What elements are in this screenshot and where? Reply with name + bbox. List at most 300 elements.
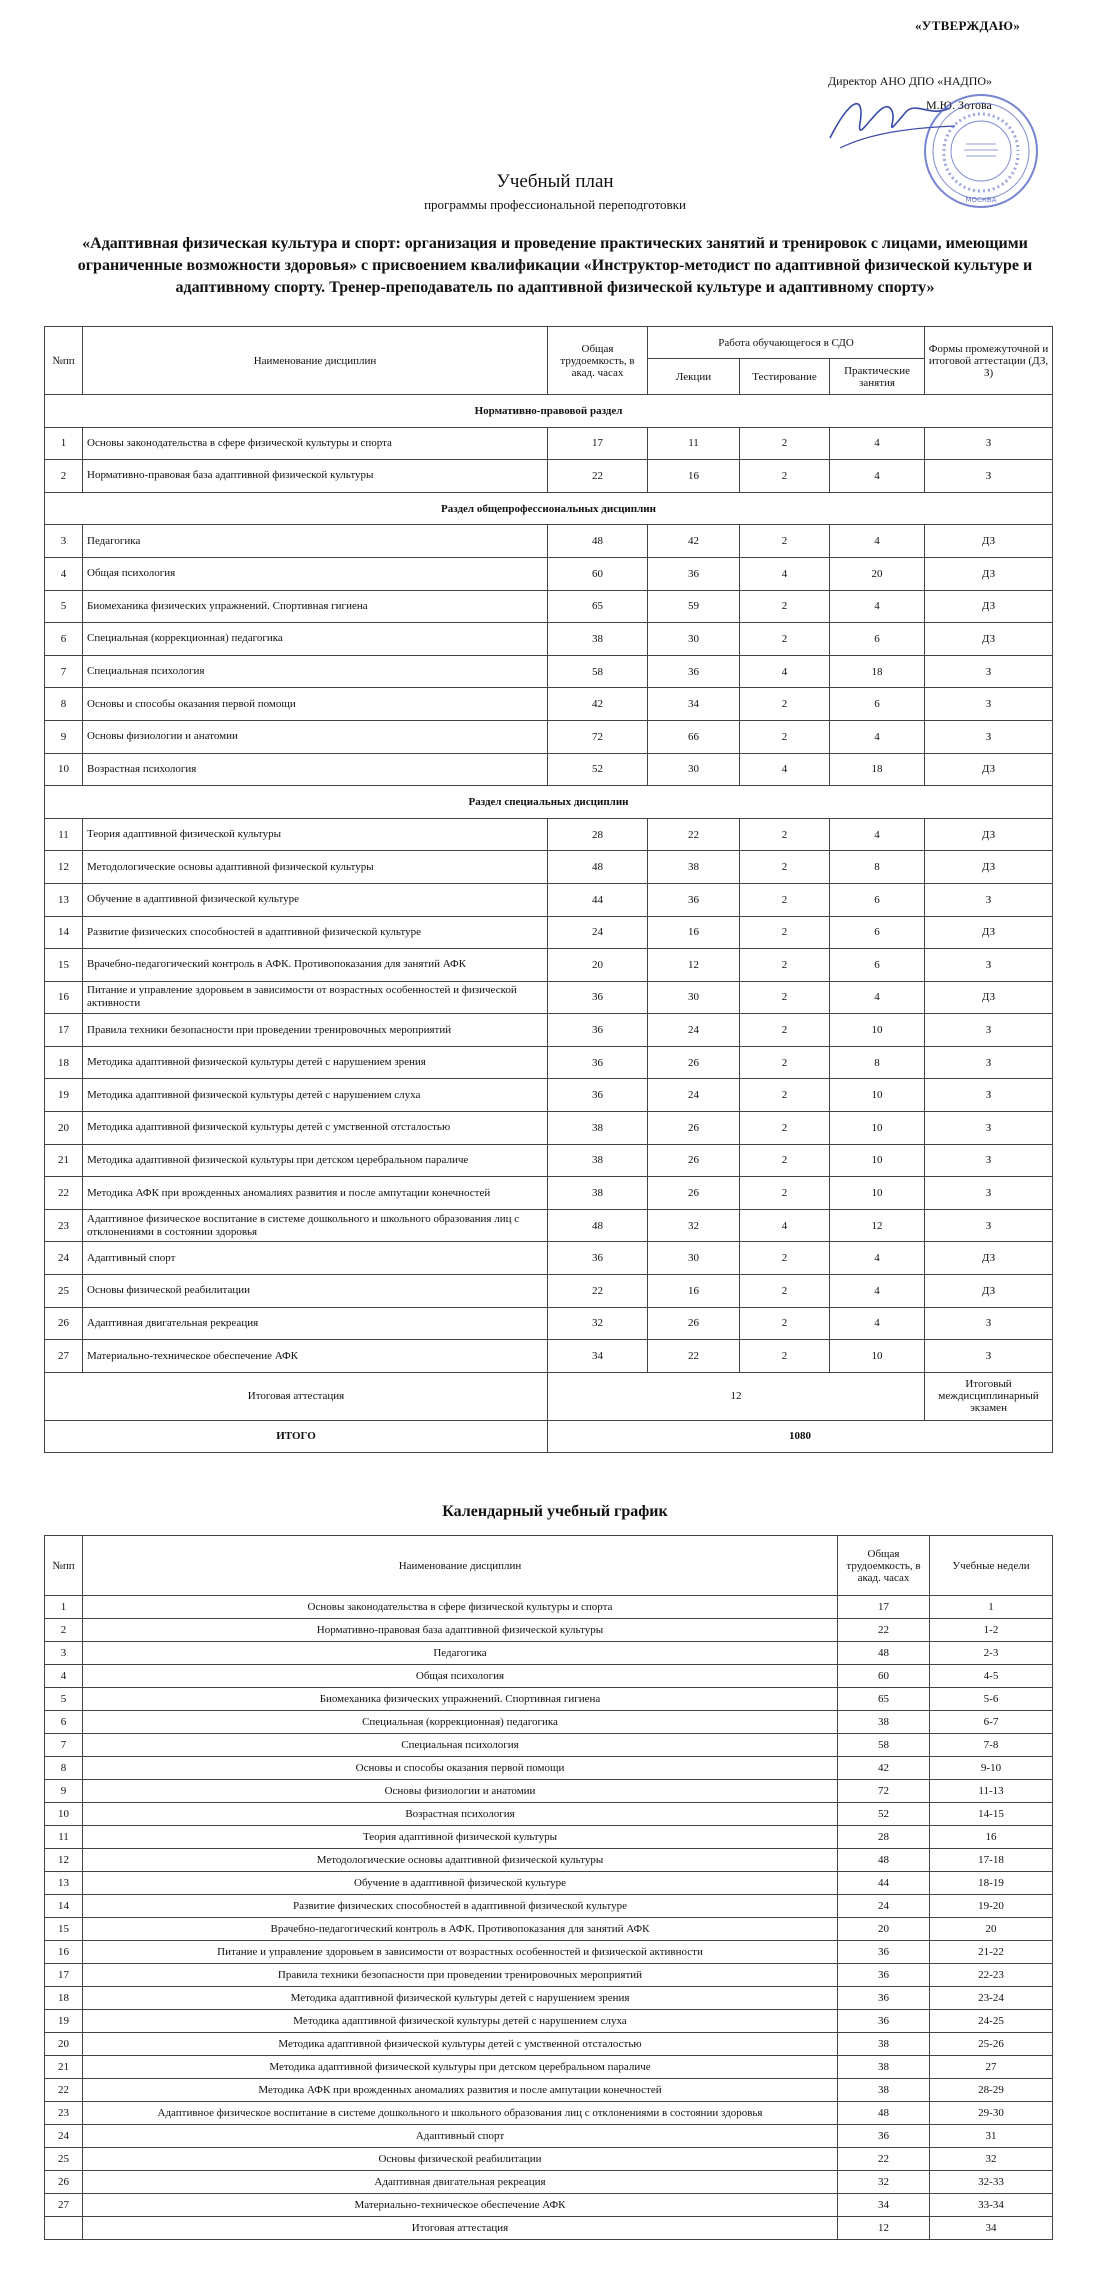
calendar-row bbox=[45, 1734, 1053, 1757]
col-testing: Тестирование bbox=[740, 359, 830, 395]
study-weeks: 14-15 bbox=[930, 1803, 1053, 1826]
discipline-name: Адаптивное физическое воспитание в системе дошкольного и школьного образования лиц с отклонениями в состоянии здоровья bbox=[83, 1209, 548, 1242]
discipline-name: Основы физиологии и анатомии bbox=[83, 1780, 838, 1803]
practice-hours: 4 bbox=[830, 590, 925, 623]
discipline-name: Основы физиологии и анатомии bbox=[83, 720, 548, 753]
calendar-row bbox=[45, 1619, 1053, 1642]
calendar-row bbox=[45, 1849, 1053, 1872]
discipline-name: Питание и управление здоровьем в зависимости от возрастных особенностей и физической активности bbox=[83, 981, 548, 1014]
total-hours: 17 bbox=[838, 1596, 930, 1619]
total-hours: 28 bbox=[548, 818, 648, 851]
row-number: 26 bbox=[45, 1307, 83, 1340]
practice-hours: 4 bbox=[830, 1307, 925, 1340]
testing-hours: 4 bbox=[740, 655, 830, 688]
total-hours: 36 bbox=[548, 981, 648, 1014]
practice-hours: 4 bbox=[830, 427, 925, 460]
attestation-form: ДЗ bbox=[925, 818, 1053, 851]
row-number: 21 bbox=[45, 1144, 83, 1177]
row-number: 2 bbox=[45, 460, 83, 493]
row-number: 5 bbox=[45, 1688, 83, 1711]
table-row bbox=[45, 688, 1053, 721]
discipline-name: Адаптивное физическое воспитание в системе дошкольного и школьного образования лиц с отклонениями в состоянии здоровья bbox=[83, 2102, 838, 2125]
row-number: 7 bbox=[45, 655, 83, 688]
practice-hours: 6 bbox=[830, 916, 925, 949]
table-row bbox=[45, 1144, 1053, 1177]
total-hours: 48 bbox=[838, 1642, 930, 1665]
program-name: «Адаптивная физическая культура и спорт: организация и проведение практических занятий и тренировок с лицами, имеющими ограниченные возможности здоровья» с присвоением квалификации «Инструктор-методист по адаптивной физической культуре и адаптивному спорту. Тренер-преподаватель по адаптивной физической культуре и адаптивному спорту» bbox=[77, 235, 1033, 296]
testing-hours: 2 bbox=[740, 1046, 830, 1079]
cal-col-weeks: Учебные недели bbox=[930, 1536, 1053, 1596]
row-number: 8 bbox=[45, 688, 83, 721]
calendar-row bbox=[45, 2079, 1053, 2102]
total-hours: 36 bbox=[548, 1046, 648, 1079]
testing-hours: 2 bbox=[740, 949, 830, 982]
discipline-name: Адаптивный спорт bbox=[83, 1242, 548, 1275]
study-weeks: 20 bbox=[930, 1918, 1053, 1941]
row-number: 23 bbox=[45, 1209, 83, 1242]
discipline-name: Методика АФК при врожденных аномалиях развития и после ампутации конечностей bbox=[83, 2079, 838, 2102]
row-number: 9 bbox=[45, 1780, 83, 1803]
row-number: 6 bbox=[45, 623, 83, 656]
practice-hours: 8 bbox=[830, 851, 925, 884]
total-hours: 44 bbox=[838, 1872, 930, 1895]
attestation-form: З bbox=[925, 688, 1053, 721]
discipline-name: Биомеханика физических упражнений. Спортивная гигиена bbox=[83, 1688, 838, 1711]
total-hours: 72 bbox=[548, 720, 648, 753]
table-row bbox=[45, 1046, 1053, 1079]
study-weeks: 24-25 bbox=[930, 2010, 1053, 2033]
attestation-form: З bbox=[925, 1177, 1053, 1210]
table-row bbox=[45, 1340, 1053, 1373]
attestation-form: ДЗ bbox=[925, 590, 1053, 623]
row-number: 16 bbox=[45, 981, 83, 1014]
attestation-form: З bbox=[925, 460, 1053, 493]
table-row bbox=[45, 1307, 1053, 1340]
attestation-form: З bbox=[925, 1340, 1053, 1373]
total-hours-value: 1080 bbox=[548, 1420, 1053, 1452]
total-hours: 24 bbox=[548, 916, 648, 949]
practice-hours: 4 bbox=[830, 460, 925, 493]
calendar-row bbox=[45, 2033, 1053, 2056]
section-title: Раздел общепрофессиональных дисциплин bbox=[45, 492, 1053, 525]
total-hours: 32 bbox=[548, 1307, 648, 1340]
discipline-name: Теория адаптивной физической культуры bbox=[83, 818, 548, 851]
study-weeks: 22-23 bbox=[930, 1964, 1053, 1987]
calendar-row bbox=[45, 2056, 1053, 2079]
discipline-name: Методологические основы адаптивной физической культуры bbox=[83, 1849, 838, 1872]
discipline-name: Материально-техническое обеспечение АФК bbox=[83, 1340, 548, 1373]
attestation-form: З bbox=[925, 427, 1053, 460]
total-hours: 48 bbox=[548, 851, 648, 884]
discipline-name: Общая психология bbox=[83, 1665, 838, 1688]
total-hours: 65 bbox=[838, 1688, 930, 1711]
testing-hours: 2 bbox=[740, 460, 830, 493]
testing-hours: 4 bbox=[740, 1209, 830, 1242]
total-hours: 36 bbox=[548, 1242, 648, 1275]
testing-hours: 2 bbox=[740, 720, 830, 753]
attestation-form: ДЗ bbox=[925, 557, 1053, 590]
total-hours: 36 bbox=[838, 1987, 930, 2010]
total-hours: 36 bbox=[838, 2010, 930, 2033]
col-hours: Общая трудоемкость, в акад. часах bbox=[548, 327, 648, 395]
total-row bbox=[45, 1420, 1053, 1452]
row-number: 11 bbox=[45, 1826, 83, 1849]
discipline-name: Специальная психология bbox=[83, 655, 548, 688]
attestation-form: ДЗ bbox=[925, 1242, 1053, 1275]
discipline-name: Методика адаптивной физической культуры детей с нарушением слуха bbox=[83, 1079, 548, 1112]
practice-hours: 10 bbox=[830, 1144, 925, 1177]
lecture-hours: 24 bbox=[648, 1079, 740, 1112]
attestation-form: З bbox=[925, 1046, 1053, 1079]
row-number: 9 bbox=[45, 720, 83, 753]
discipline-name: Итоговая аттестация bbox=[83, 2217, 838, 2240]
lecture-hours: 30 bbox=[648, 1242, 740, 1275]
discipline-name: Методика адаптивной физической культуры детей с умственной отсталостью bbox=[83, 1112, 548, 1145]
row-number: 23 bbox=[45, 2102, 83, 2125]
discipline-name: Методика адаптивной физической культуры при детском церебральном параличе bbox=[83, 1144, 548, 1177]
calendar-row bbox=[45, 2171, 1053, 2194]
table-row bbox=[45, 623, 1053, 656]
discipline-name: Специальная (коррекционная) педагогика bbox=[83, 623, 548, 656]
cal-col-num: №пп bbox=[45, 1536, 83, 1596]
row-number: 14 bbox=[45, 916, 83, 949]
row-number: 3 bbox=[45, 1642, 83, 1665]
row-number: 13 bbox=[45, 883, 83, 916]
testing-hours: 2 bbox=[740, 1307, 830, 1340]
discipline-name: Основы физической реабилитации bbox=[83, 2148, 838, 2171]
lecture-hours: 42 bbox=[648, 525, 740, 558]
discipline-name: Развитие физических способностей в адаптивной физической культуре bbox=[83, 916, 548, 949]
discipline-name: Биомеханика физических упражнений. Спортивная гигиена bbox=[83, 590, 548, 623]
discipline-name: Методика адаптивной физической культуры детей с нарушением зрения bbox=[83, 1046, 548, 1079]
testing-hours: 2 bbox=[740, 1177, 830, 1210]
calendar-row bbox=[45, 1872, 1053, 1895]
discipline-name: Нормативно-правовая база адаптивной физической культуры bbox=[83, 1619, 838, 1642]
row-number: 17 bbox=[45, 1964, 83, 1987]
attestation-form: З bbox=[925, 1014, 1053, 1047]
study-weeks: 29-30 bbox=[930, 2102, 1053, 2125]
discipline-name: Специальная (коррекционная) педагогика bbox=[83, 1711, 838, 1734]
testing-hours: 2 bbox=[740, 916, 830, 949]
discipline-name: Основы законодательства в сфере физической культуры и спорта bbox=[83, 1596, 838, 1619]
attestation-form: ДЗ bbox=[925, 981, 1053, 1014]
attestation-form: З bbox=[925, 655, 1053, 688]
study-weeks: 16 bbox=[930, 1826, 1053, 1849]
total-hours: 58 bbox=[838, 1734, 930, 1757]
study-weeks: 1-2 bbox=[930, 1619, 1053, 1642]
testing-hours: 2 bbox=[740, 851, 830, 884]
total-hours: 60 bbox=[838, 1665, 930, 1688]
discipline-name: Обучение в адаптивной физической культуре bbox=[83, 883, 548, 916]
row-number: 5 bbox=[45, 590, 83, 623]
calendar-row bbox=[45, 1711, 1053, 1734]
practice-hours: 4 bbox=[830, 981, 925, 1014]
testing-hours: 4 bbox=[740, 557, 830, 590]
lecture-hours: 26 bbox=[648, 1177, 740, 1210]
lecture-hours: 26 bbox=[648, 1307, 740, 1340]
discipline-name: Нормативно-правовая база адаптивной физической культуры bbox=[83, 460, 548, 493]
total-hours: 36 bbox=[548, 1014, 648, 1047]
testing-hours: 2 bbox=[740, 1144, 830, 1177]
practice-hours: 12 bbox=[830, 1209, 925, 1242]
lecture-hours: 11 bbox=[648, 427, 740, 460]
discipline-name: Основы законодательства в сфере физической культуры и спорта bbox=[83, 427, 548, 460]
final-attestation-form: Итоговый междисциплинарный экзамен bbox=[925, 1372, 1053, 1420]
calendar-row bbox=[45, 1596, 1053, 1619]
study-weeks: 33-34 bbox=[930, 2194, 1053, 2217]
director-title: Директор АНО ДПО «НАДПО» bbox=[828, 74, 993, 88]
calendar-row bbox=[45, 1803, 1053, 1826]
calendar-row bbox=[45, 2125, 1053, 2148]
total-hours: 58 bbox=[548, 655, 648, 688]
study-weeks: 32 bbox=[930, 2148, 1053, 2171]
testing-hours: 4 bbox=[740, 753, 830, 786]
study-weeks: 31 bbox=[930, 2125, 1053, 2148]
total-hours: 36 bbox=[548, 1079, 648, 1112]
testing-hours: 2 bbox=[740, 818, 830, 851]
study-weeks: 25-26 bbox=[930, 2033, 1053, 2056]
table-row bbox=[45, 1079, 1053, 1112]
total-hours: 28 bbox=[838, 1826, 930, 1849]
total-hours: 52 bbox=[838, 1803, 930, 1826]
total-hours: 42 bbox=[548, 688, 648, 721]
study-weeks: 5-6 bbox=[930, 1688, 1053, 1711]
total-hours: 36 bbox=[838, 1964, 930, 1987]
row-number: 1 bbox=[45, 427, 83, 460]
discipline-name: Адаптивная двигательная рекреация bbox=[83, 2171, 838, 2194]
testing-hours: 2 bbox=[740, 590, 830, 623]
total-hours: 17 bbox=[548, 427, 648, 460]
testing-hours: 2 bbox=[740, 1112, 830, 1145]
total-hours: 48 bbox=[548, 1209, 648, 1242]
total-hours: 38 bbox=[548, 1177, 648, 1210]
testing-hours: 2 bbox=[740, 623, 830, 656]
total-hours: 22 bbox=[838, 1619, 930, 1642]
testing-hours: 2 bbox=[740, 1340, 830, 1373]
discipline-name: Методологические основы адаптивной физической культуры bbox=[83, 851, 548, 884]
attestation-form: ДЗ bbox=[925, 525, 1053, 558]
study-weeks: 11-13 bbox=[930, 1780, 1053, 1803]
study-weeks: 6-7 bbox=[930, 1711, 1053, 1734]
table-row bbox=[45, 851, 1053, 884]
row-number: 3 bbox=[45, 525, 83, 558]
table-row bbox=[45, 655, 1053, 688]
table-row bbox=[45, 1242, 1053, 1275]
total-hours: 52 bbox=[548, 753, 648, 786]
attestation-form: З bbox=[925, 949, 1053, 982]
testing-hours: 2 bbox=[740, 688, 830, 721]
row-number: 12 bbox=[45, 1849, 83, 1872]
testing-hours: 2 bbox=[740, 1242, 830, 1275]
row-number: 10 bbox=[45, 753, 83, 786]
seal-text: МОСКВА bbox=[965, 196, 997, 204]
row-number: 4 bbox=[45, 1665, 83, 1688]
lecture-hours: 59 bbox=[648, 590, 740, 623]
total-hours: 48 bbox=[548, 525, 648, 558]
practice-hours: 18 bbox=[830, 655, 925, 688]
calendar-row bbox=[45, 1757, 1053, 1780]
row-number: 25 bbox=[45, 2148, 83, 2171]
total-hours: 38 bbox=[548, 1144, 648, 1177]
study-weeks: 1 bbox=[930, 1596, 1053, 1619]
practice-hours: 20 bbox=[830, 557, 925, 590]
calendar-row bbox=[45, 1780, 1053, 1803]
discipline-name: Основы и способы оказания первой помощи bbox=[83, 688, 548, 721]
calendar-row bbox=[45, 1665, 1053, 1688]
study-weeks: 23-24 bbox=[930, 1987, 1053, 2010]
total-hours: 12 bbox=[838, 2217, 930, 2240]
row-number: 14 bbox=[45, 1895, 83, 1918]
table-row bbox=[45, 1014, 1053, 1047]
row-number: 17 bbox=[45, 1014, 83, 1047]
discipline-name: Методика АФК при врожденных аномалиях развития и после ампутации конечностей bbox=[83, 1177, 548, 1210]
row-number: 26 bbox=[45, 2171, 83, 2194]
testing-hours: 2 bbox=[740, 1014, 830, 1047]
lecture-hours: 26 bbox=[648, 1112, 740, 1145]
table-row bbox=[45, 720, 1053, 753]
total-hours: 60 bbox=[548, 557, 648, 590]
discipline-name: Специальная психология bbox=[83, 1734, 838, 1757]
attestation-form: З bbox=[925, 1209, 1053, 1242]
row-number bbox=[45, 2217, 83, 2240]
practice-hours: 10 bbox=[830, 1112, 925, 1145]
final-attestation-label: Итоговая аттестация bbox=[45, 1372, 548, 1420]
discipline-name: Материально-техническое обеспечение АФК bbox=[83, 2194, 838, 2217]
practice-hours: 18 bbox=[830, 753, 925, 786]
practice-hours: 4 bbox=[830, 525, 925, 558]
lecture-hours: 22 bbox=[648, 1340, 740, 1373]
testing-hours: 2 bbox=[740, 525, 830, 558]
lecture-hours: 12 bbox=[648, 949, 740, 982]
practice-hours: 6 bbox=[830, 623, 925, 656]
page-subtitle: программы профессиональной переподготовки bbox=[424, 197, 686, 212]
lecture-hours: 26 bbox=[648, 1144, 740, 1177]
study-weeks: 21-22 bbox=[930, 1941, 1053, 1964]
testing-hours: 2 bbox=[740, 1079, 830, 1112]
table-row bbox=[45, 949, 1053, 982]
study-weeks: 2-3 bbox=[930, 1642, 1053, 1665]
discipline-name: Методика адаптивной физической культуры детей с нарушением слуха bbox=[83, 2010, 838, 2033]
col-num: №пп bbox=[45, 327, 83, 395]
col-name: Наименование дисциплин bbox=[83, 327, 548, 395]
attestation-form: З bbox=[925, 720, 1053, 753]
table-row bbox=[45, 460, 1053, 493]
total-hours: 22 bbox=[548, 1275, 648, 1308]
discipline-name: Правила техники безопасности при проведении тренировочных мероприятий bbox=[83, 1964, 838, 1987]
calendar-row bbox=[45, 2194, 1053, 2217]
col-practice: Практические занятия bbox=[830, 359, 925, 395]
discipline-name: Врачебно-педагогический контроль в АФК. Противопоказания для занятий АФК bbox=[83, 949, 548, 982]
director-name: М.Ю. Зотова bbox=[926, 98, 992, 112]
plan-body bbox=[45, 395, 1053, 1453]
attestation-form: ДЗ bbox=[925, 851, 1053, 884]
page-title: Учебный план bbox=[496, 171, 614, 192]
section-row bbox=[45, 786, 1053, 819]
section-title: Раздел специальных дисциплин bbox=[45, 786, 1053, 819]
calendar-row bbox=[45, 2102, 1053, 2125]
row-number: 20 bbox=[45, 1112, 83, 1145]
attestation-form: ДЗ bbox=[925, 916, 1053, 949]
table-row bbox=[45, 753, 1053, 786]
approval-label: «УТВЕРЖДАЮ» bbox=[915, 18, 1021, 33]
practice-hours: 6 bbox=[830, 949, 925, 982]
row-number: 20 bbox=[45, 2033, 83, 2056]
total-hours: 36 bbox=[838, 2125, 930, 2148]
lecture-hours: 38 bbox=[648, 851, 740, 884]
cal-col-hours: Общая трудоемкость, в акад. часах bbox=[838, 1536, 930, 1596]
row-number: 1 bbox=[45, 1596, 83, 1619]
calendar-body bbox=[45, 1596, 1053, 2240]
practice-hours: 10 bbox=[830, 1079, 925, 1112]
row-number: 6 bbox=[45, 1711, 83, 1734]
discipline-name: Педагогика bbox=[83, 525, 548, 558]
table-row bbox=[45, 1275, 1053, 1308]
total-hours: 72 bbox=[838, 1780, 930, 1803]
section-row bbox=[45, 395, 1053, 428]
practice-hours: 10 bbox=[830, 1340, 925, 1373]
lecture-hours: 24 bbox=[648, 1014, 740, 1047]
testing-hours: 2 bbox=[740, 883, 830, 916]
discipline-name: Врачебно-педагогический контроль в АФК. Противопоказания для занятий АФК bbox=[83, 1918, 838, 1941]
study-weeks: 17-18 bbox=[930, 1849, 1053, 1872]
total-hours: 20 bbox=[548, 949, 648, 982]
calendar-title: Календарный учебный график bbox=[442, 1503, 668, 1520]
cal-col-name: Наименование дисциплин bbox=[83, 1536, 838, 1596]
row-number: 27 bbox=[45, 2194, 83, 2217]
discipline-name: Методика адаптивной физической культуры детей с умственной отсталостью bbox=[83, 2033, 838, 2056]
lecture-hours: 22 bbox=[648, 818, 740, 851]
calendar-row bbox=[45, 1964, 1053, 1987]
row-number: 18 bbox=[45, 1046, 83, 1079]
row-number: 22 bbox=[45, 1177, 83, 1210]
row-number: 12 bbox=[45, 851, 83, 884]
total-label: ИТОГО bbox=[45, 1420, 548, 1452]
study-weeks: 27 bbox=[930, 2056, 1053, 2079]
discipline-name: Адаптивная двигательная рекреация bbox=[83, 1307, 548, 1340]
discipline-name: Правила техники безопасности при проведении тренировочных мероприятий bbox=[83, 1014, 548, 1047]
study-weeks: 19-20 bbox=[930, 1895, 1053, 1918]
row-number: 24 bbox=[45, 2125, 83, 2148]
study-weeks: 18-19 bbox=[930, 1872, 1053, 1895]
practice-hours: 8 bbox=[830, 1046, 925, 1079]
total-hours: 38 bbox=[548, 1112, 648, 1145]
row-number: 11 bbox=[45, 818, 83, 851]
total-hours: 24 bbox=[838, 1895, 930, 1918]
study-plan-table bbox=[44, 326, 1053, 1453]
total-hours: 44 bbox=[548, 883, 648, 916]
testing-hours: 2 bbox=[740, 427, 830, 460]
row-number: 18 bbox=[45, 1987, 83, 2010]
table-row bbox=[45, 1177, 1053, 1210]
total-hours: 20 bbox=[838, 1918, 930, 1941]
total-hours: 34 bbox=[838, 2194, 930, 2217]
table-row bbox=[45, 818, 1053, 851]
total-hours: 38 bbox=[548, 623, 648, 656]
discipline-name: Основы и способы оказания первой помощи bbox=[83, 1757, 838, 1780]
practice-hours: 6 bbox=[830, 883, 925, 916]
total-hours: 32 bbox=[838, 2171, 930, 2194]
calendar-row bbox=[45, 1987, 1053, 2010]
row-number: 22 bbox=[45, 2079, 83, 2102]
row-number: 19 bbox=[45, 2010, 83, 2033]
study-weeks: 32-33 bbox=[930, 2171, 1053, 2194]
lecture-hours: 30 bbox=[648, 981, 740, 1014]
lecture-hours: 30 bbox=[648, 623, 740, 656]
total-hours: 22 bbox=[838, 2148, 930, 2171]
study-weeks: 28-29 bbox=[930, 2079, 1053, 2102]
calendar-row bbox=[45, 1688, 1053, 1711]
calendar-row bbox=[45, 1941, 1053, 1964]
